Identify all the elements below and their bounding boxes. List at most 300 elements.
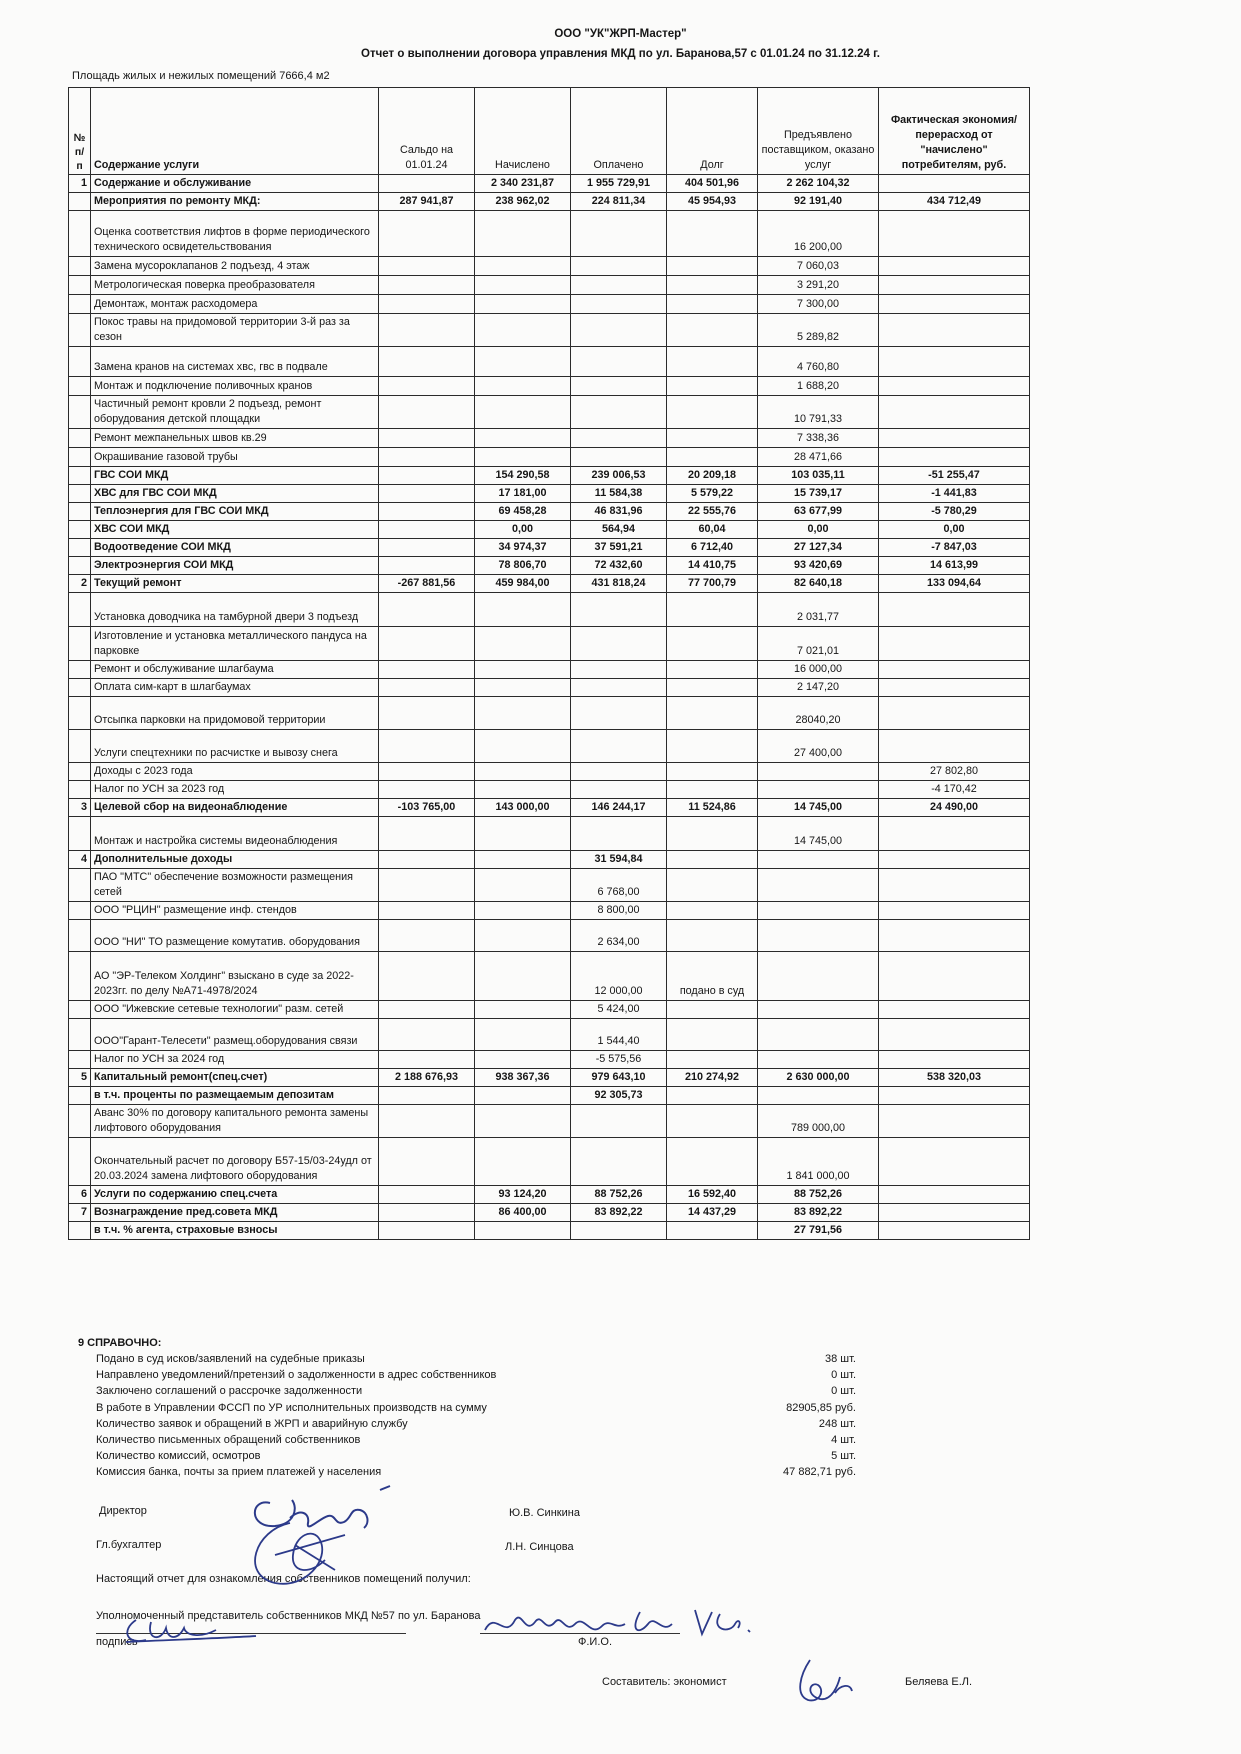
cell-paid: 83 892,22 xyxy=(571,1204,667,1222)
cell-supplier: 88 752,26 xyxy=(758,1186,879,1204)
cell-debt: 11 524,86 xyxy=(667,799,758,817)
cell-supplier: 4 760,80 xyxy=(758,347,879,377)
cell-saldo xyxy=(379,1204,475,1222)
cell-num xyxy=(69,679,91,697)
table-row xyxy=(69,448,1030,467)
cell-debt xyxy=(667,593,758,627)
cell-num xyxy=(69,1222,91,1240)
cell-debt: подано в суд xyxy=(667,952,758,1001)
cell-charged xyxy=(475,276,571,295)
cell-supplier: 5 289,82 xyxy=(758,314,879,347)
cell-economy xyxy=(879,377,1030,396)
cell-charged xyxy=(475,817,571,851)
cell-name: Монтаж и настройка системы видеонаблюдения xyxy=(91,817,379,851)
cell-supplier: 27 127,34 xyxy=(758,539,879,557)
cell-charged xyxy=(475,257,571,276)
cell-name: Дополнительные доходы xyxy=(91,851,379,869)
cell-economy xyxy=(879,347,1030,377)
cell-saldo xyxy=(379,503,475,521)
cell-paid xyxy=(571,1138,667,1186)
cell-saldo xyxy=(379,952,475,1001)
cell-charged xyxy=(475,661,571,679)
reference-value: 0 шт. xyxy=(831,1369,856,1382)
cell-economy xyxy=(879,902,1030,920)
table-row xyxy=(69,175,1030,193)
cell-name: Оплата сим-карт в шлагбаумах xyxy=(91,679,379,697)
table-row xyxy=(69,869,1030,902)
table-row xyxy=(69,485,1030,503)
cell-charged xyxy=(475,781,571,799)
cell-num: 5 xyxy=(69,1069,91,1087)
cell-supplier: 2 031,77 xyxy=(758,593,879,627)
cell-name: Текущий ремонт xyxy=(91,575,379,593)
cell-debt xyxy=(667,211,758,257)
cell-economy xyxy=(879,661,1030,679)
cell-paid xyxy=(571,276,667,295)
cell-debt xyxy=(667,697,758,730)
cell-name: ООО "НИ" ТО размещение комутатив. оборудования xyxy=(91,920,379,952)
cell-saldo xyxy=(379,1019,475,1051)
cell-economy xyxy=(879,1001,1030,1019)
cell-num xyxy=(69,697,91,730)
cell-economy: -1 441,83 xyxy=(879,485,1030,503)
cell-saldo xyxy=(379,697,475,730)
cell-economy xyxy=(879,1186,1030,1204)
compiler-label: Составитель: экономист xyxy=(602,1676,727,1688)
cell-debt xyxy=(667,851,758,869)
cell-supplier: 83 892,22 xyxy=(758,1204,879,1222)
cell-supplier: 7 060,03 xyxy=(758,257,879,276)
cell-saldo xyxy=(379,661,475,679)
cell-saldo xyxy=(379,1222,475,1240)
cell-num: 6 xyxy=(69,1186,91,1204)
fio-label: Ф.И.О. xyxy=(578,1636,612,1648)
cell-paid: 239 006,53 xyxy=(571,467,667,485)
cell-charged xyxy=(475,448,571,467)
cell-debt: 20 209,18 xyxy=(667,467,758,485)
reference-title: 9 СПРАВОЧНО: xyxy=(78,1337,162,1349)
cell-charged xyxy=(475,1051,571,1069)
cell-name: Монтаж и подключение поливочных кранов xyxy=(91,377,379,396)
cell-name: Доходы с 2023 года xyxy=(91,763,379,781)
cell-name: Капитальный ремонт(спец.счет) xyxy=(91,1069,379,1087)
cell-debt xyxy=(667,1087,758,1105)
cell-name: Ремонт и обслуживание шлагбаума xyxy=(91,661,379,679)
table-row xyxy=(69,1051,1030,1069)
table-row xyxy=(69,1069,1030,1087)
cell-name: АО "ЭР-Телеком Холдинг" взыскано в суде за 2022-2023гг. по делу №А71-4978/2024 xyxy=(91,952,379,1001)
cell-num xyxy=(69,1019,91,1051)
cell-supplier xyxy=(758,952,879,1001)
col-header-supplier: Предъявлено поставщиком, оказано услуг xyxy=(758,88,879,175)
cell-supplier xyxy=(758,781,879,799)
cell-charged: 93 124,20 xyxy=(475,1186,571,1204)
cell-charged: 938 367,36 xyxy=(475,1069,571,1087)
cell-supplier: 2 262 104,32 xyxy=(758,175,879,193)
cell-saldo xyxy=(379,295,475,314)
cell-supplier: 82 640,18 xyxy=(758,575,879,593)
cell-charged xyxy=(475,902,571,920)
cell-debt: 77 700,79 xyxy=(667,575,758,593)
cell-num xyxy=(69,377,91,396)
cell-paid xyxy=(571,211,667,257)
cell-charged xyxy=(475,211,571,257)
cell-num xyxy=(69,902,91,920)
cell-num xyxy=(69,193,91,211)
table-row xyxy=(69,781,1030,799)
table-row xyxy=(69,920,1030,952)
cell-supplier: 27 400,00 xyxy=(758,730,879,763)
cell-paid: 12 000,00 xyxy=(571,952,667,1001)
cell-debt xyxy=(667,1138,758,1186)
table-row xyxy=(69,377,1030,396)
col-header-paid: Оплачено xyxy=(571,88,667,175)
cell-num: 4 xyxy=(69,851,91,869)
cell-saldo xyxy=(379,396,475,429)
cell-charged: 17 181,00 xyxy=(475,485,571,503)
cell-charged xyxy=(475,1087,571,1105)
cell-supplier xyxy=(758,851,879,869)
cell-num xyxy=(69,521,91,539)
cell-num xyxy=(69,781,91,799)
cell-charged xyxy=(475,952,571,1001)
cell-charged xyxy=(475,763,571,781)
cell-economy: 14 613,99 xyxy=(879,557,1030,575)
cell-saldo xyxy=(379,1186,475,1204)
cell-saldo xyxy=(379,377,475,396)
cell-paid: -5 575,56 xyxy=(571,1051,667,1069)
cell-name: в т.ч. проценты по размещаемым депозитам xyxy=(91,1087,379,1105)
report-table-body xyxy=(69,175,1030,1240)
cell-debt: 210 274,92 xyxy=(667,1069,758,1087)
table-row xyxy=(69,347,1030,377)
cell-num xyxy=(69,763,91,781)
table-row xyxy=(69,1186,1030,1204)
table-row xyxy=(69,1087,1030,1105)
table-row xyxy=(69,467,1030,485)
cell-name: Замена мусороклапанов 2 подъезд, 4 этаж xyxy=(91,257,379,276)
cell-name: ПАО "МТС" обеспечение возможности размещения сетей xyxy=(91,869,379,902)
accountant-label: Гл.бухгалтер xyxy=(96,1539,162,1551)
cell-economy xyxy=(879,1204,1030,1222)
cell-debt xyxy=(667,396,758,429)
cell-num xyxy=(69,448,91,467)
cell-paid: 224 811,34 xyxy=(571,193,667,211)
director-name: Ю.В. Синкина xyxy=(509,1507,580,1519)
cell-name: Частичный ремонт кровли 2 подъезд, ремонт оборудования детской площадки xyxy=(91,396,379,429)
cell-charged xyxy=(475,593,571,627)
cell-saldo xyxy=(379,1105,475,1138)
compiler-signature xyxy=(780,1655,860,1710)
cell-debt xyxy=(667,920,758,952)
cell-charged xyxy=(475,1019,571,1051)
cell-num xyxy=(69,485,91,503)
cell-saldo xyxy=(379,1087,475,1105)
cell-charged xyxy=(475,1001,571,1019)
cell-economy: -51 255,47 xyxy=(879,467,1030,485)
cell-supplier: 7 338,36 xyxy=(758,429,879,448)
cell-economy xyxy=(879,257,1030,276)
cell-saldo xyxy=(379,902,475,920)
cell-name: Налог по УСН за 2024 год xyxy=(91,1051,379,1069)
cell-debt xyxy=(667,1019,758,1051)
cell-debt: 404 501,96 xyxy=(667,175,758,193)
cell-num xyxy=(69,276,91,295)
signature-label: подпись xyxy=(96,1636,138,1648)
cell-supplier xyxy=(758,763,879,781)
cell-charged: 69 458,28 xyxy=(475,503,571,521)
cell-debt: 45 954,93 xyxy=(667,193,758,211)
cell-charged: 459 984,00 xyxy=(475,575,571,593)
cell-economy xyxy=(879,679,1030,697)
cell-economy: 0,00 xyxy=(879,521,1030,539)
cell-saldo xyxy=(379,593,475,627)
table-row xyxy=(69,276,1030,295)
cell-num: 2 xyxy=(69,575,91,593)
cell-paid: 46 831,96 xyxy=(571,503,667,521)
cell-num xyxy=(69,1001,91,1019)
cell-economy xyxy=(879,448,1030,467)
cell-paid xyxy=(571,697,667,730)
cell-paid xyxy=(571,679,667,697)
cell-economy xyxy=(879,1222,1030,1240)
cell-paid xyxy=(571,314,667,347)
cell-supplier: 92 191,40 xyxy=(758,193,879,211)
cell-supplier: 27 791,56 xyxy=(758,1222,879,1240)
cell-saldo xyxy=(379,539,475,557)
col-header-name: Содержание услуги xyxy=(91,88,379,175)
cell-name: Установка доводчика на тамбурной двери 3 подъезд xyxy=(91,593,379,627)
cell-economy: 434 712,49 xyxy=(879,193,1030,211)
cell-paid: 1 955 729,91 xyxy=(571,175,667,193)
cell-economy xyxy=(879,1105,1030,1138)
cell-num xyxy=(69,503,91,521)
cell-debt xyxy=(667,1105,758,1138)
cell-name: Покос травы на придомовой территории 3-й раз за сезон xyxy=(91,314,379,347)
cell-name: Демонтаж, монтаж расходомера xyxy=(91,295,379,314)
cell-charged: 143 000,00 xyxy=(475,799,571,817)
cell-name: ООО "РЦИН" размещение инф. стендов xyxy=(91,902,379,920)
cell-debt xyxy=(667,781,758,799)
table-row xyxy=(69,1001,1030,1019)
cell-name: Услуги спецтехники по расчистке и вывозу снега xyxy=(91,730,379,763)
table-row xyxy=(69,817,1030,851)
cell-economy: 133 094,64 xyxy=(879,575,1030,593)
cell-charged: 86 400,00 xyxy=(475,1204,571,1222)
cell-name: Окончательный расчет по договору Б57-15/03-24удл от 20.03.2024 замена лифтового оборудования xyxy=(91,1138,379,1186)
cell-num xyxy=(69,347,91,377)
cell-num xyxy=(69,627,91,661)
cell-name: Аванс 30% по договору капитального ремонта замены лифтового оборудования xyxy=(91,1105,379,1138)
cell-name: Электроэнергия СОИ МКД xyxy=(91,557,379,575)
cell-paid: 979 643,10 xyxy=(571,1069,667,1087)
cell-charged xyxy=(475,429,571,448)
cell-num xyxy=(69,314,91,347)
report-title: Отчет о выполнении договора управления МКД по ул. Баранова,57 с 01.01.24 по 31.12.24 г. xyxy=(361,48,880,60)
cell-saldo xyxy=(379,730,475,763)
cell-num xyxy=(69,661,91,679)
cell-num: 7 xyxy=(69,1204,91,1222)
cell-paid xyxy=(571,448,667,467)
cell-debt xyxy=(667,276,758,295)
table-row xyxy=(69,730,1030,763)
cell-saldo xyxy=(379,851,475,869)
cell-charged xyxy=(475,1222,571,1240)
cell-num: 1 xyxy=(69,175,91,193)
cell-name: Водоотведение СОИ МКД xyxy=(91,539,379,557)
cell-economy xyxy=(879,730,1030,763)
cell-num xyxy=(69,730,91,763)
cell-paid xyxy=(571,593,667,627)
cell-debt xyxy=(667,295,758,314)
cell-name: Ремонт межпанельных швов кв.29 xyxy=(91,429,379,448)
cell-charged: 154 290,58 xyxy=(475,467,571,485)
cell-name: Мероприятия по ремонту МКД: xyxy=(91,193,379,211)
cell-economy xyxy=(879,295,1030,314)
cell-charged: 78 806,70 xyxy=(475,557,571,575)
cell-num xyxy=(69,952,91,1001)
cell-supplier: 3 291,20 xyxy=(758,276,879,295)
table-row xyxy=(69,396,1030,429)
cell-paid: 11 584,38 xyxy=(571,485,667,503)
cell-saldo: -267 881,56 xyxy=(379,575,475,593)
cell-saldo xyxy=(379,781,475,799)
cell-saldo xyxy=(379,314,475,347)
cell-saldo xyxy=(379,920,475,952)
cell-paid: 31 594,84 xyxy=(571,851,667,869)
director-label: Директор xyxy=(99,1505,147,1517)
cell-paid: 5 424,00 xyxy=(571,1001,667,1019)
cell-charged xyxy=(475,627,571,661)
cell-supplier xyxy=(758,1087,879,1105)
table-row xyxy=(69,593,1030,627)
cell-paid xyxy=(571,661,667,679)
cell-economy: 24 490,00 xyxy=(879,799,1030,817)
cell-saldo xyxy=(379,467,475,485)
cell-saldo: 287 941,87 xyxy=(379,193,475,211)
cell-num xyxy=(69,920,91,952)
cell-paid xyxy=(571,781,667,799)
cell-paid xyxy=(571,627,667,661)
cell-name: Окрашивание газовой трубы xyxy=(91,448,379,467)
cell-economy xyxy=(879,429,1030,448)
cell-num xyxy=(69,467,91,485)
cell-name: ГВС СОИ МКД xyxy=(91,467,379,485)
table-row xyxy=(69,193,1030,211)
cell-supplier: 16 200,00 xyxy=(758,211,879,257)
cell-supplier xyxy=(758,1051,879,1069)
cell-saldo xyxy=(379,347,475,377)
reference-label: Направлено уведомлений/претензий о задолженности в адрес собственников xyxy=(96,1369,497,1382)
cell-name: ХВС СОИ МКД xyxy=(91,521,379,539)
reference-label: Количество письменных обращений собственников xyxy=(96,1434,361,1446)
cell-paid xyxy=(571,295,667,314)
cell-num xyxy=(69,1138,91,1186)
cell-supplier: 789 000,00 xyxy=(758,1105,879,1138)
cell-saldo xyxy=(379,429,475,448)
table-row xyxy=(69,1105,1030,1138)
cell-debt xyxy=(667,817,758,851)
table-row xyxy=(69,503,1030,521)
cell-supplier: 14 745,00 xyxy=(758,817,879,851)
cell-economy xyxy=(879,396,1030,429)
table-row xyxy=(69,1222,1030,1240)
cell-num xyxy=(69,211,91,257)
table-row xyxy=(69,211,1030,257)
cell-name: Вознаграждение пред.совета МКД xyxy=(91,1204,379,1222)
cell-paid: 37 591,21 xyxy=(571,539,667,557)
cell-economy xyxy=(879,817,1030,851)
cell-economy xyxy=(879,869,1030,902)
cell-charged xyxy=(475,1105,571,1138)
col-header-economy: Фактическая экономия/перерасход от "начислено" потребителям, руб. xyxy=(879,88,1030,175)
cell-saldo xyxy=(379,557,475,575)
cell-saldo xyxy=(379,276,475,295)
cell-supplier: 1 688,20 xyxy=(758,377,879,396)
compiler-name: Беляева Е.Л. xyxy=(905,1676,973,1688)
cell-paid: 8 800,00 xyxy=(571,902,667,920)
cell-supplier: 14 745,00 xyxy=(758,799,879,817)
cell-debt xyxy=(667,257,758,276)
cell-paid: 1 544,40 xyxy=(571,1019,667,1051)
cell-paid xyxy=(571,257,667,276)
cell-charged xyxy=(475,396,571,429)
cell-supplier: 1 841 000,00 xyxy=(758,1138,879,1186)
reference-label: Комиссия банка, почты за прием платежей у населения xyxy=(96,1466,382,1479)
cell-debt xyxy=(667,902,758,920)
table-row xyxy=(69,763,1030,781)
cell-economy xyxy=(879,1019,1030,1051)
table-row xyxy=(69,661,1030,679)
cell-num xyxy=(69,396,91,429)
cell-economy xyxy=(879,211,1030,257)
reference-label: Заключено соглашений о рассрочке задолженности xyxy=(96,1385,363,1398)
cell-supplier: 28 471,66 xyxy=(758,448,879,467)
cell-paid xyxy=(571,817,667,851)
accountant-name: Л.Н. Синцова xyxy=(505,1541,574,1553)
cell-debt: 14 410,75 xyxy=(667,557,758,575)
cell-economy xyxy=(879,952,1030,1001)
cell-debt xyxy=(667,661,758,679)
table-row xyxy=(69,851,1030,869)
cell-supplier xyxy=(758,902,879,920)
cell-saldo xyxy=(379,448,475,467)
cell-paid: 564,94 xyxy=(571,521,667,539)
cell-supplier: 7 300,00 xyxy=(758,295,879,314)
cell-charged: 2 340 231,87 xyxy=(475,175,571,193)
company-name: ООО "УК"ЖРП-Мастер" xyxy=(554,28,687,40)
cell-economy xyxy=(879,1087,1030,1105)
cell-debt: 60,04 xyxy=(667,521,758,539)
cell-saldo xyxy=(379,175,475,193)
cell-paid: 431 818,24 xyxy=(571,575,667,593)
reference-value: 4 шт. xyxy=(831,1434,856,1446)
cell-num xyxy=(69,593,91,627)
reference-label: Количество комиссий, осмотров xyxy=(96,1450,261,1463)
table-row xyxy=(69,557,1030,575)
cell-economy: -4 170,42 xyxy=(879,781,1030,799)
cell-charged xyxy=(475,314,571,347)
cell-charged xyxy=(475,730,571,763)
cell-debt xyxy=(667,627,758,661)
cell-saldo xyxy=(379,763,475,781)
cell-name: ХВС для ГВС СОИ МКД xyxy=(91,485,379,503)
cell-supplier: 2 147,20 xyxy=(758,679,879,697)
table-row xyxy=(69,1138,1030,1186)
cell-name: Налог по УСН за 2023 год xyxy=(91,781,379,799)
cell-charged xyxy=(475,1138,571,1186)
table-row xyxy=(69,902,1030,920)
